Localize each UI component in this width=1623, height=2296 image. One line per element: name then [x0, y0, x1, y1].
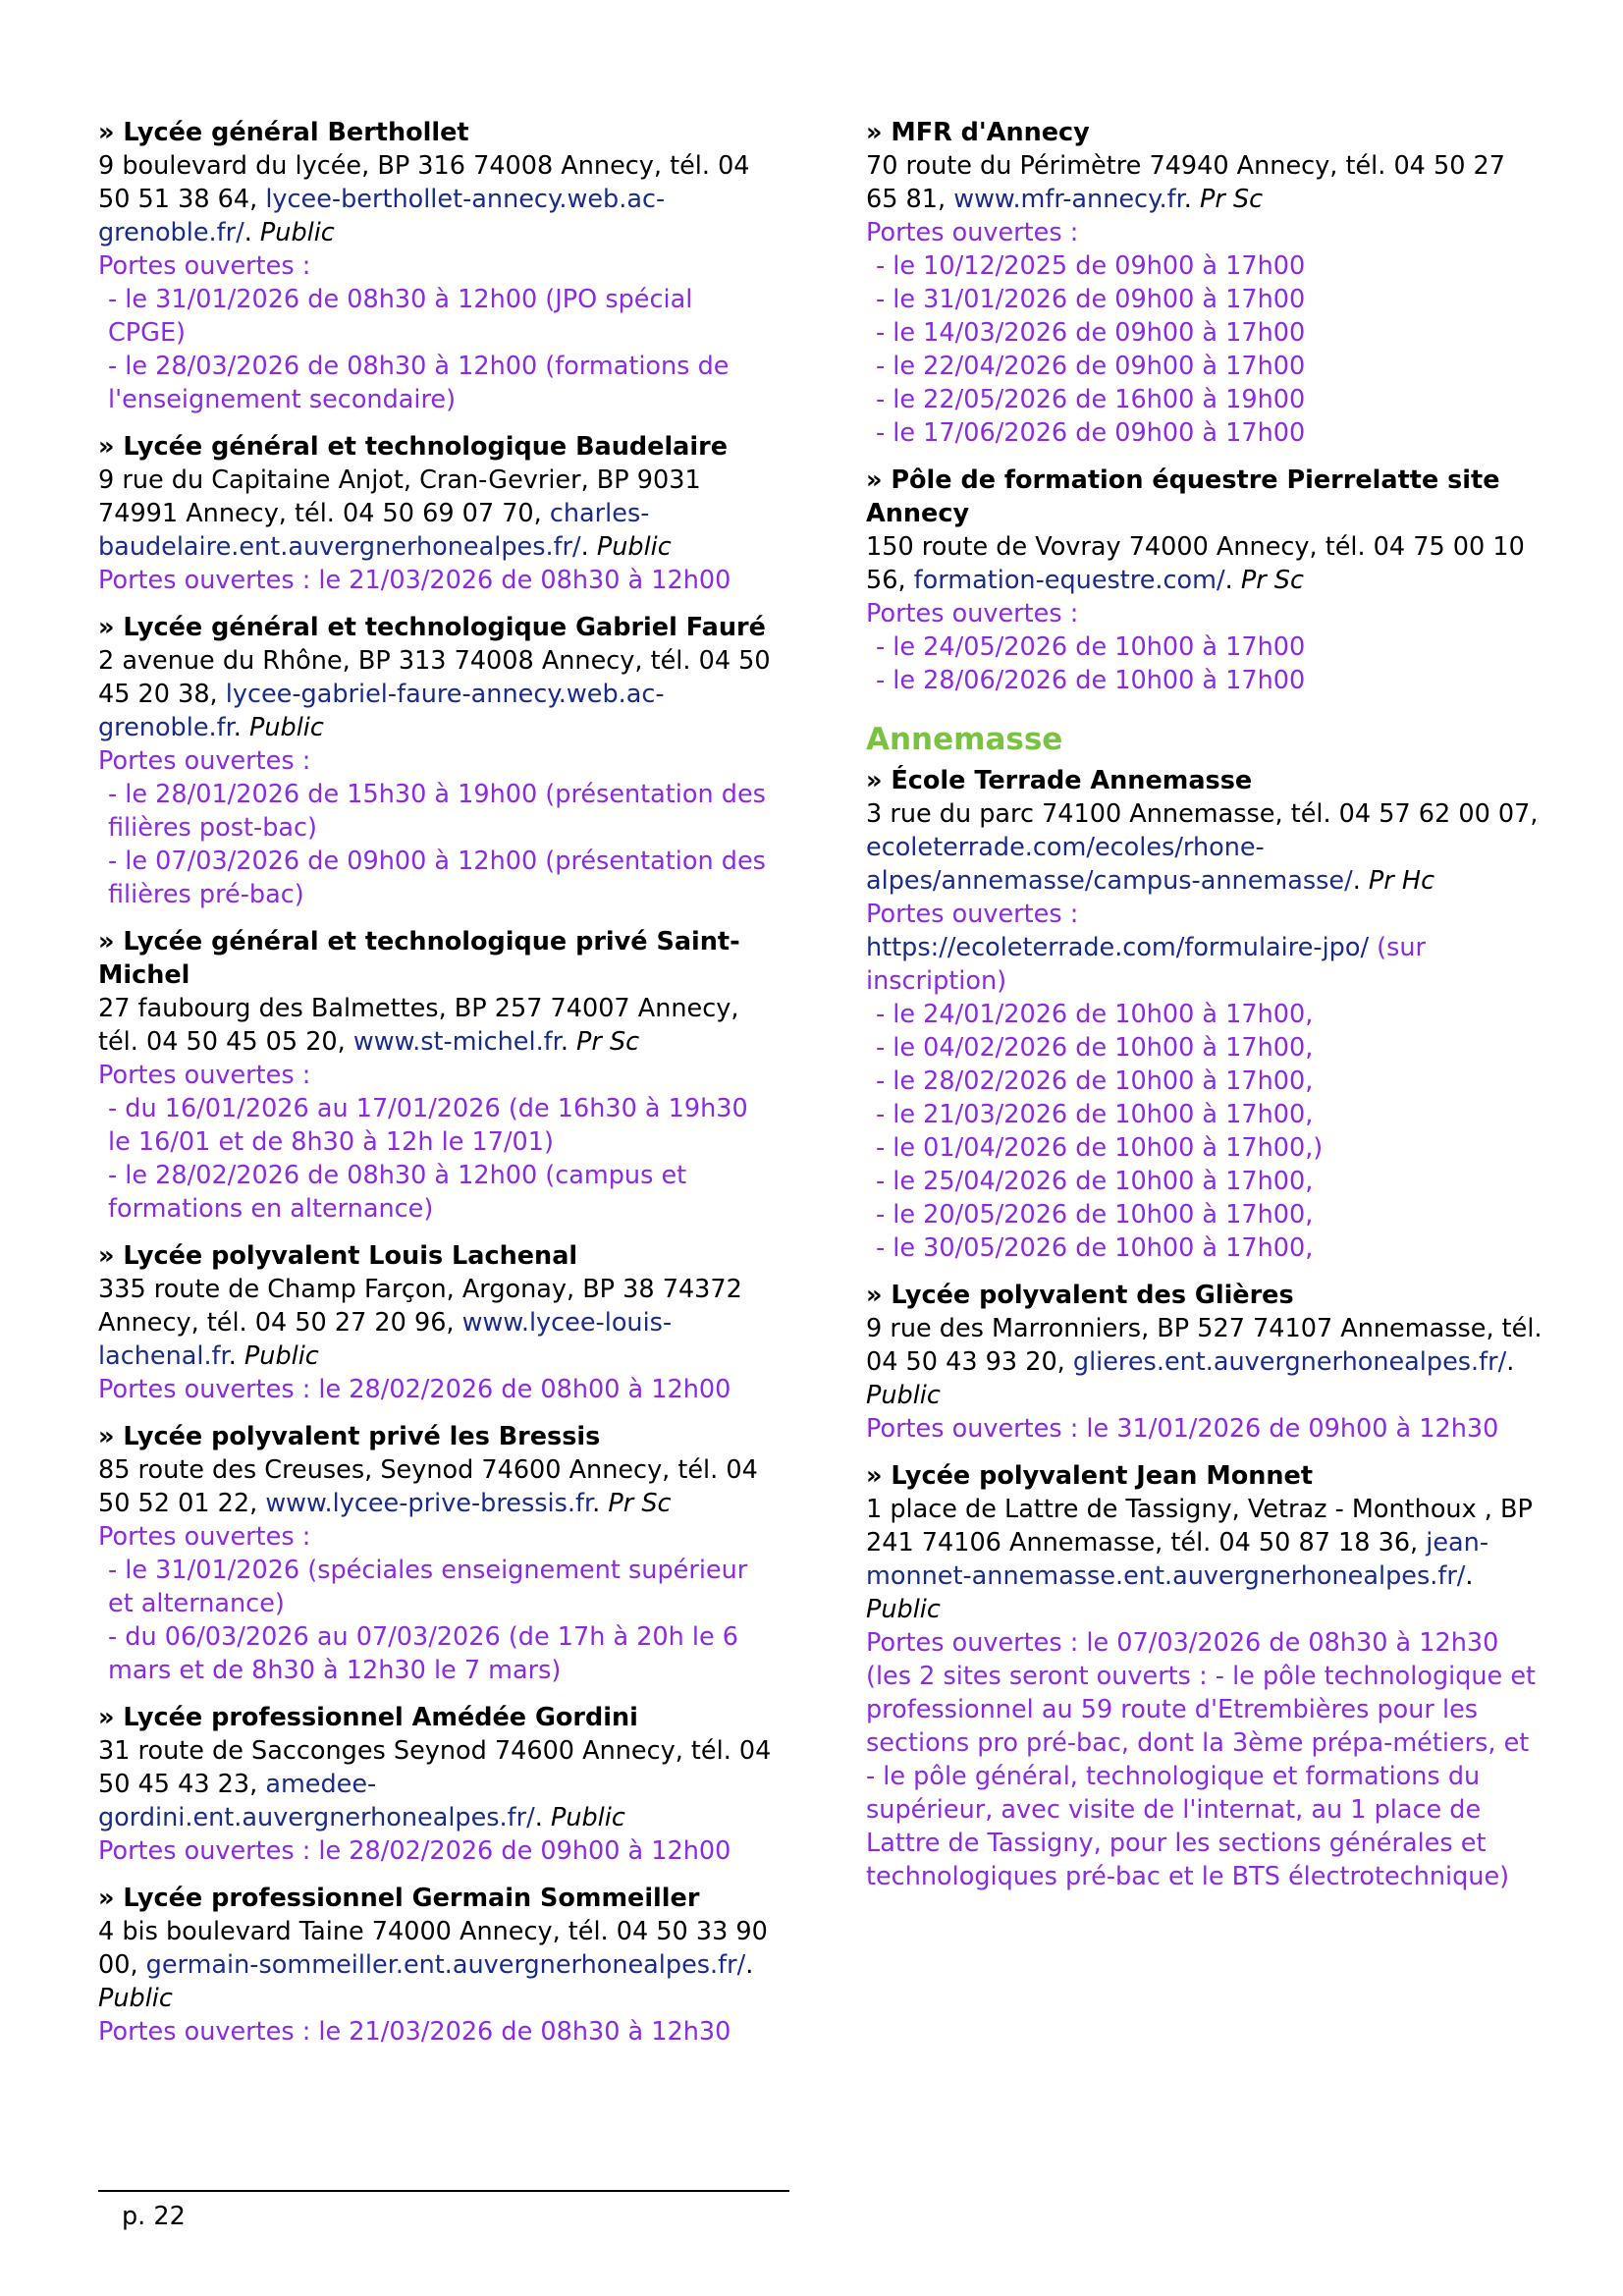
entry-gordini: [98, 1701, 776, 1868]
entry-status: Pr Sc: [1240, 566, 1304, 595]
entry-bressis: [98, 1420, 776, 1687]
open-days-heading: Portes ouvertes :: [98, 1522, 311, 1552]
open-days-heading: Portes ouvertes : le 07/03/2026 de 08h30 à 12h30 (les 2 sites seront ouverts : - le pôle technologique et professionnel au 59 route d'Etrembières pour les sections pro pré-bac, dont la 3ème prépa-métiers, et - le pôle général, technologique et formations du supérieur, avec visite de l'internat, au 1 place de Lattre de Tassigny, pour les sections générales et technologiques pré-bac et le BTS électrotechnique): [866, 1628, 1537, 1891]
entry-link[interactable]: glieres.ent.auvergnerhonealpes.fr/: [1072, 1347, 1507, 1377]
entry-title: » Lycée général et technologique Gabriel Fauré: [98, 613, 766, 642]
entry-title: » Lycée polyvalent privé les Bressis: [98, 1422, 601, 1451]
open-days-heading: Portes ouvertes :: [98, 251, 311, 281]
entry-title: » Lycée polyvalent des Glières: [866, 1281, 1294, 1310]
entry-link[interactable]: charles-baudelaire.ent.auvergnerhonealpes.fr/: [98, 499, 650, 562]
entry-address: 85 route des Creuses, Seynod 74600 Annecy, tél. 04 50 52 01 22, www.lycee-prive-bressis.fr. Pr Sc: [98, 1455, 758, 1518]
entry-pole-equestre: [866, 464, 1543, 697]
open-days-registration: https://ecoleterrade.com/formulaire-jpo/ (sur inscription): [866, 933, 1427, 996]
entry-status: Public: [98, 1984, 173, 2013]
open-days-heading: Portes ouvertes :: [98, 746, 311, 776]
entry-status: Public: [866, 1595, 941, 1624]
entry-link[interactable]: jean-monnet-annemasse.ent.auvergnerhonealpes.fr/: [866, 1528, 1489, 1591]
open-day-line: - le 31/01/2026 (spéciales enseignement supérieur et alternance): [108, 1556, 748, 1618]
entry-status: Pr Sc: [608, 1489, 672, 1518]
entry-address: 9 rue du Capitaine Anjot, Cran-Gevrier, BP 9031 74991 Annecy, tél. 04 50 69 07 70, charles-baudelaire.ent.auvergnerhonealpes.fr/. Public: [98, 465, 701, 562]
open-days-heading: Portes ouvertes : le 21/03/2026 de 08h30 à 12h30: [98, 2017, 731, 2047]
entry-louis-lachenal: [98, 1239, 776, 1406]
entry-title: » Lycée polyvalent Jean Monnet: [866, 1461, 1314, 1491]
entry-saint-michel: [98, 925, 776, 1226]
entry-status: Public: [550, 1803, 625, 1832]
entry-link[interactable]: germain-sommeiller.ent.auvergnerhonealpes.fr/: [145, 1950, 746, 1980]
entry-gabriel-faure: [98, 611, 776, 911]
entry-title: » Lycée général Berthollet: [98, 118, 469, 147]
entry-address: 2 avenue du Rhône, BP 313 74008 Annecy, tél. 04 50 45 20 38, lycee-gabriel-faure-annecy.web.ac-grenoble.fr. Public: [98, 646, 771, 742]
entry-status: Pr Sc: [576, 1027, 640, 1057]
entry-link[interactable]: amedee-gordini.ent.auvergnerhonealpes.fr/: [98, 1770, 535, 1832]
open-day-line: - le 14/03/2026 de 09h00 à 17h00: [876, 318, 1306, 348]
entry-status: Public: [866, 1381, 941, 1410]
footer-divider: [98, 2190, 789, 2192]
entry-address: 3 rue du parc 74100 Annemasse, tél. 04 57 62 00 07, ecoleterrade.com/ecoles/rhone-alpes/annemasse/campus-annemasse/. Pr Hc: [866, 799, 1539, 896]
entry-status: Public: [248, 713, 324, 742]
entry-title: » Pôle de formation équestre Pierrelatte site Annecy: [866, 465, 1500, 528]
entry-link[interactable]: www.lycee-prive-bressis.fr: [265, 1489, 593, 1518]
open-day-line: - le 04/02/2026 de 10h00 à 17h00,: [876, 1033, 1314, 1063]
entry-title: » Lycée général et technologique Baudelaire: [98, 432, 728, 462]
entry-link[interactable]: ecoleterrade.com/ecoles/rhone-alpes/annemasse/campus-annemasse/: [866, 833, 1353, 896]
entry-address: 9 boulevard du lycée, BP 316 74008 Annecy, tél. 04 50 51 38 64, lycee-berthollet-annecy.web.ac-grenoble.fr/. Public: [98, 151, 750, 247]
open-day-line: - le 10/12/2025 de 09h00 à 17h00: [876, 251, 1306, 281]
entry-sommeiller: [98, 1882, 776, 2049]
entry-link[interactable]: www.mfr-annecy.fr: [953, 185, 1184, 214]
open-days-heading: Portes ouvertes :: [866, 900, 1079, 929]
entry-link[interactable]: lycee-gabriel-faure-annecy.web.ac-grenoble.fr: [98, 680, 665, 742]
entry-address: 4 bis boulevard Taine 74000 Annecy, tél. 04 50 33 90 00, germain-sommeiller.ent.auvergnerhonealpes.fr/. Public: [98, 1917, 768, 2013]
open-day-line: - le 30/05/2026 de 10h00 à 17h00,: [876, 1233, 1314, 1263]
open-day-line: - le 31/01/2026 de 09h00 à 17h00: [876, 285, 1306, 314]
open-day-line: - le 31/01/2026 de 08h30 à 12h00 (JPO spécial CPGE): [108, 285, 693, 348]
entry-status: Public: [596, 532, 672, 562]
open-day-line: - du 06/03/2026 au 07/03/2026 (de 17h à 20h le 6 mars et de 8h30 à 12h30 le 7 mars): [108, 1622, 739, 1685]
open-day-line: - le 28/02/2026 de 10h00 à 17h00,: [876, 1066, 1314, 1096]
entry-title: » Lycée général et technologique privé Saint-Michel: [98, 927, 740, 990]
open-day-line: - le 17/06/2026 de 09h00 à 17h00: [876, 418, 1306, 448]
open-day-line: - le 22/05/2026 de 16h00 à 19h00: [876, 385, 1306, 414]
right-column: [866, 116, 1543, 1907]
entry-address: 150 route de Vovray 74000 Annecy, tél. 04 75 00 10 56, formation-equestre.com/. Pr Sc: [866, 532, 1525, 595]
open-day-line: - le 07/03/2026 de 09h00 à 12h00 (présentation des filières pré-bac): [108, 847, 766, 909]
entry-link[interactable]: lycee-berthollet-annecy.web.ac-grenoble.fr/: [98, 185, 666, 247]
entry-title: » École Terrade Annemasse: [866, 766, 1253, 795]
open-day-line: - le 25/04/2026 de 10h00 à 17h00,: [876, 1167, 1314, 1196]
entry-status: Public: [243, 1341, 319, 1371]
open-day-line: - le 20/05/2026 de 10h00 à 17h00,: [876, 1200, 1314, 1230]
open-day-line: - le 21/03/2026 de 10h00 à 17h00,: [876, 1100, 1314, 1129]
open-day-line: - le 24/01/2026 de 10h00 à 17h00,: [876, 1000, 1314, 1029]
open-day-line: - le 28/06/2026 de 10h00 à 17h00: [876, 666, 1306, 695]
entry-status: Pr Sc: [1199, 185, 1264, 214]
entry-mfr-annecy: [866, 116, 1543, 450]
open-days-heading: Portes ouvertes : le 28/02/2026 de 09h00 à 12h00: [98, 1836, 731, 1866]
open-days-heading: Portes ouvertes :: [866, 599, 1079, 629]
registration-link[interactable]: https://ecoleterrade.com/formulaire-jpo/: [866, 933, 1370, 962]
entry-title: » MFR d'Annecy: [866, 118, 1090, 147]
city-heading: Annemasse: [866, 722, 1063, 757]
entry-address: 31 route de Sacconges Seynod 74600 Annecy, tél. 04 50 45 43 23, amedee-gordini.ent.auvergnerhonealpes.fr/. Public: [98, 1736, 772, 1832]
entry-link[interactable]: www.lycee-louis-lachenal.fr: [98, 1308, 673, 1371]
entry-glieres: [866, 1279, 1543, 1446]
entry-title: » Lycée professionnel Amédée Gordini: [98, 1703, 638, 1732]
entry-status: Pr Hc: [1368, 866, 1435, 896]
entry-status: Public: [259, 218, 335, 247]
entry-ecole-terrade: [866, 764, 1543, 1265]
page-number: p. 22: [122, 2202, 186, 2231]
entry-jean-monnet: [866, 1459, 1543, 1893]
open-day-line: - le 28/01/2026 de 15h30 à 19h00 (présentation des filières post-bac): [108, 780, 766, 843]
open-day-line: - le 01/04/2026 de 10h00 à 17h00,): [876, 1133, 1324, 1163]
entry-title: » Lycée professionnel Germain Sommeiller: [98, 1884, 700, 1913]
open-day-line: - le 24/05/2026 de 10h00 à 17h00: [876, 632, 1306, 662]
entry-address: 27 faubourg des Balmettes, BP 257 74007 Annecy, tél. 04 50 45 05 20, www.st-michel.fr. Pr Sc: [98, 994, 739, 1057]
open-day-line: - le 28/03/2026 de 08h30 à 12h00 (formations de l'enseignement secondaire): [108, 352, 730, 414]
entry-title: » Lycée polyvalent Louis Lachenal: [98, 1241, 578, 1271]
entry-berthollet: [98, 116, 776, 416]
entry-address: 70 route du Périmètre 74940 Annecy, tél. 04 50 27 65 81, www.mfr-annecy.fr. Pr Sc: [866, 151, 1505, 214]
open-days-heading: Portes ouvertes : le 31/01/2026 de 09h00 à 12h30: [866, 1414, 1499, 1444]
entry-baudelaire: [98, 430, 776, 597]
entry-link[interactable]: formation-equestre.com/: [913, 566, 1225, 595]
entry-address: 335 route de Champ Farçon, Argonay, BP 38 74372 Annecy, tél. 04 50 27 20 96, www.lycee-louis-lachenal.fr. Public: [98, 1275, 742, 1371]
open-days-heading: Portes ouvertes :: [98, 1061, 311, 1090]
entry-link[interactable]: www.st-michel.fr: [352, 1027, 561, 1057]
entry-address: 1 place de Lattre de Tassigny, Vetraz - Monthoux , BP 241 74106 Annemasse, tél. 04 50 87 18 36, jean-monnet-annemasse.ent.auvergnerhonealpes.fr/. Public: [866, 1495, 1533, 1624]
open-day-line: - du 16/01/2026 au 17/01/2026 (de 16h30 à 19h30 le 16/01 et de 8h30 à 12h le 17/01): [108, 1094, 748, 1157]
open-day-line: - le 22/04/2026 de 09h00 à 17h00: [876, 352, 1306, 381]
left-column: [98, 116, 776, 2062]
open-days-heading: Portes ouvertes : le 28/02/2026 de 08h00 à 12h00: [98, 1375, 731, 1404]
open-day-line: - le 28/02/2026 de 08h30 à 12h00 (campus et formations en alternance): [108, 1161, 687, 1224]
entry-address: 9 rue des Marronniers, BP 527 74107 Annemasse, tél. 04 50 43 93 20, glieres.ent.auvergnerhonealpes.fr/. Public: [866, 1314, 1542, 1410]
open-days-heading: Portes ouvertes :: [866, 218, 1079, 247]
open-days-heading: Portes ouvertes : le 21/03/2026 de 08h30 à 12h00: [98, 566, 731, 595]
